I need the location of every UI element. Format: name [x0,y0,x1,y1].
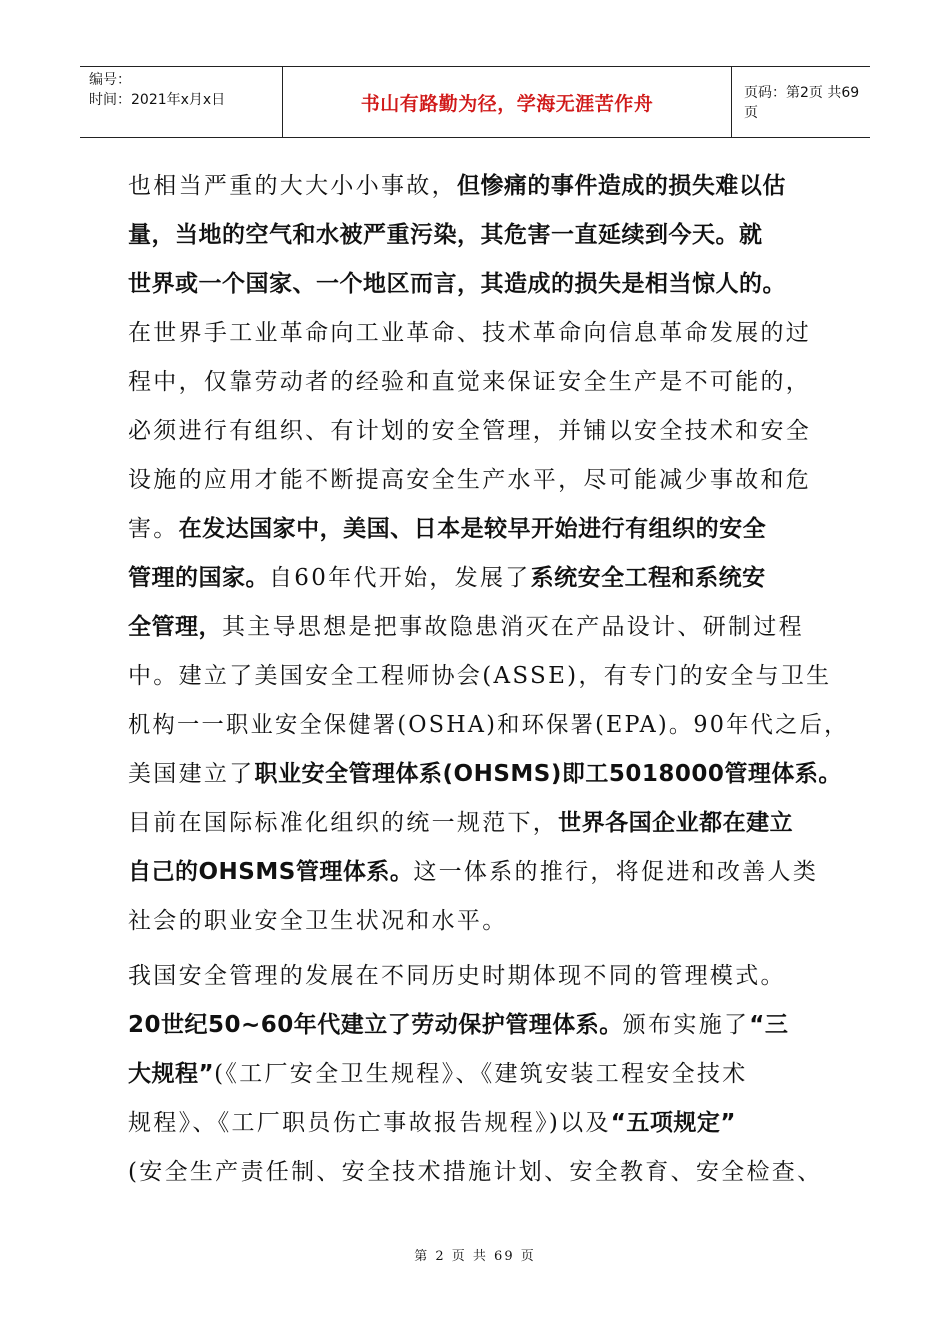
text-segment: 自60年代开始，发展了 [269,565,531,591]
text-segment: 在世界手工业革命向工业革命、技术革命向信息革命发展的过 [128,320,812,346]
text-line [128,1148,848,1197]
header-meta-cell [80,67,283,137]
bold-text-segment: 系统安全工程和系统安 [530,565,766,591]
bold-text-segment: 职业安全管理体系(OHSMS)即工5018000管理体系。 [254,761,842,787]
page-info: 页码：第2页 共69页 [744,85,860,121]
text-segment: 中。建立了美国安全工程师协会(ASSE)，有专门的安全与卫生 [128,663,832,689]
bold-text-segment: 世界各国企业都在建立 [558,810,794,836]
text-segment: 机构一一职业安全保健署(OSHA)和环保署(EPA)。90年代之后， [128,712,849,738]
bold-text-segment: 管理的国家。 [128,565,269,591]
text-line [128,358,848,407]
text-line [128,456,848,505]
header-motto-cell [283,67,732,137]
bold-text-segment: 大规程” [128,1061,215,1087]
text-line [128,1050,848,1099]
text-line [128,260,848,309]
text-line [128,554,848,603]
text-line [128,162,848,211]
date-label: 时间：2021年x月x日 [89,92,226,108]
text-line [128,897,848,946]
bold-text-segment: 量，当地的空气和水被严重污染，其危害一直延续到今天。就 [128,222,763,248]
text-segment: 设施的应用才能不断提高安全生产水平，尽可能减少事故和危 [128,467,812,493]
text-line [128,1099,848,1148]
text-segment: 也相当严重的大大小小事故， [128,173,457,199]
text-segment: 社会的职业安全卫生状况和水平。 [128,908,508,934]
text-line [128,309,848,358]
text-segment: 必须进行有组织、有计划的安全管理，并铺以安全技术和安全 [128,418,812,444]
text-segment: 我国安全管理的发展在不同历史时期体现不同的管理模式。 [128,963,786,989]
header-table [80,66,870,138]
number-label: 编号： [89,72,131,88]
text-line [128,799,848,848]
text-segment: 美国建立了 [128,761,255,787]
bold-text-segment: 世界或一个国家、一个地区而言，其造成的损失是相当惊人的。 [128,271,786,297]
text-segment: 这一体系的推行，将促进和改善人类 [413,859,819,885]
text-segment: (《工厂安全卫生规程》、《建筑安装工程安全技术 [214,1061,748,1087]
bold-text-segment: 自己的OHSMS管理体系。 [128,859,414,885]
text-segment: (安全生产责任制、安全技术措施计划、安全教育、安全检查、 [128,1159,823,1185]
text-segment: 颁布实施了 [622,1012,750,1038]
text-line [128,952,848,1001]
bold-text-segment: 全管理， [128,614,222,640]
bold-text-segment: “三 [749,1012,789,1038]
text-segment: 规程》、《工厂职员伤亡事故报告规程》)以及 [128,1110,611,1136]
text-line [128,750,848,799]
text-line [128,1001,848,1050]
text-line [128,701,849,750]
motto: 书山有路勤为径，学海无涯苦作舟 [360,92,654,115]
bold-text-segment: 20世纪50~60年代建立了劳动保护管理体系。 [128,1012,623,1038]
text-line [128,603,848,652]
text-segment: 程中，仅靠劳动者的经验和直觉来保证安全生产是不可能的， [128,369,812,395]
text-segment: 其主导思想是把事故隐患消灭在产品设计、研制过程 [222,614,804,640]
header-page-cell [732,67,870,137]
body-text [128,162,848,1197]
text-segment: 目前在国际标准化组织的统一规范下， [128,810,559,836]
bold-text-segment: “五项规定” [610,1110,737,1136]
text-segment: 害。 [128,516,179,542]
text-line [128,211,848,260]
bold-text-segment: 但惨痛的事件造成的损失难以估 [456,173,786,199]
bold-text-segment: 在发达国家中，美国、日本是较早开始进行有组织的安全 [178,516,767,542]
text-line [128,652,848,701]
text-line [128,505,848,554]
page-footer: 第 2 页 共 69 页 [414,1249,536,1264]
text-line [128,407,848,456]
text-line [128,848,848,897]
